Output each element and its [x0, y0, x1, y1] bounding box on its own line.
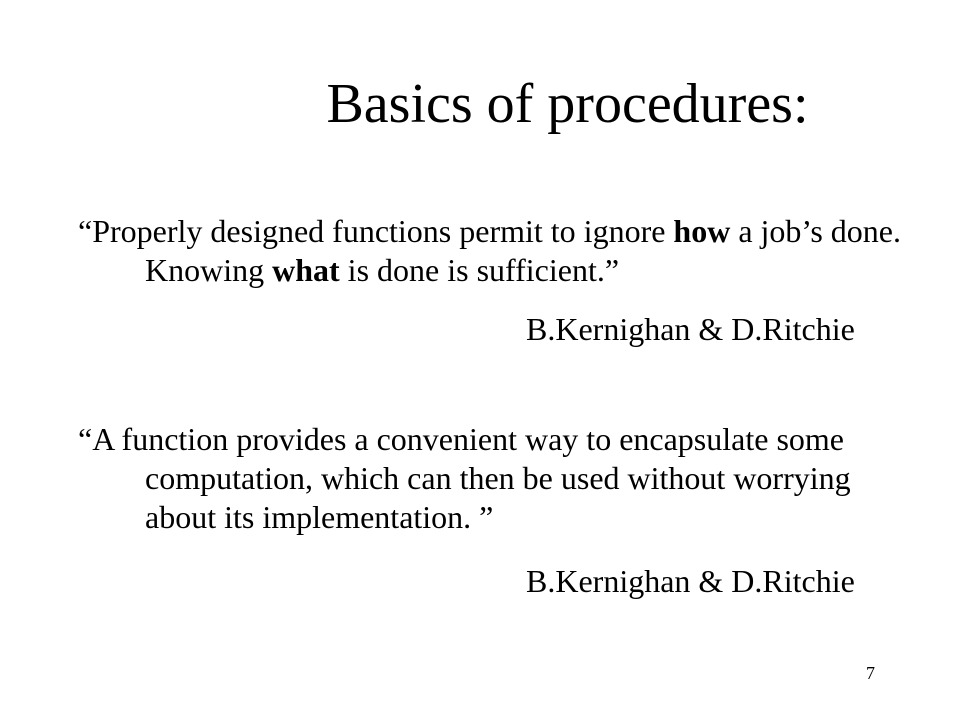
slide-page-number: 7 — [866, 663, 875, 683]
quote1-text-part3: is done is sufficient.” — [339, 252, 620, 288]
slide-title: Basics of procedures: — [326, 73, 809, 135]
quote-kernighan-ritchie-2: “A function provides a convenient way to encapsulate some computation, which can then be used without worrying about its implementation. ” — [78, 421, 851, 535]
quote1-emphasis-how: how — [673, 213, 731, 249]
quote1-text-part1: “Properly designed functions permit to ignore — [78, 213, 674, 249]
quote1-attribution: B.Kernighan & D.Ritchie — [526, 311, 855, 347]
quote-kernighan-ritchie-1 — [78, 212, 913, 290]
quote2-attribution: B.Kernighan & D.Ritchie — [526, 563, 855, 599]
quote1-emphasis-what: what — [272, 252, 340, 288]
quote1-text-part2: a job’s done. Knowing — [145, 213, 901, 288]
